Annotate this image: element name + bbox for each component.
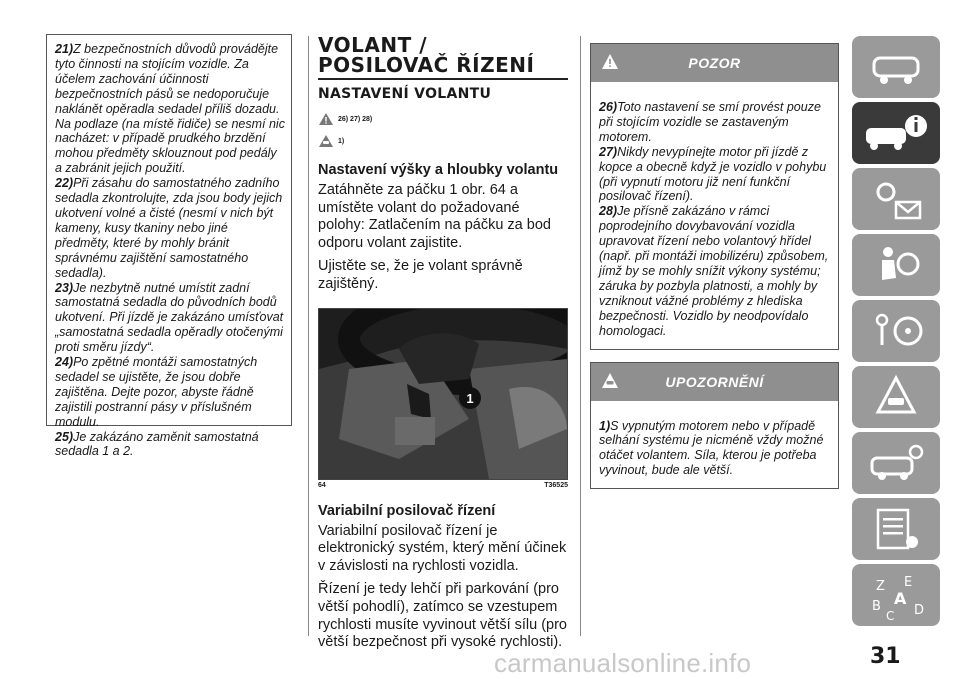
upozorneni-body	[591, 401, 838, 489]
paragraph-power-steering: Variabilní posilovač řízení je elektronický systém, který mění účinek v závislosti na rychlosti vozidla.	[318, 522, 567, 574]
warnings-column	[590, 43, 839, 489]
section-title-line1: VOLANT /	[318, 33, 427, 57]
car-dashboard-icon	[852, 36, 940, 98]
paragraph-steering-adjust: Zatáhněte za páčku 1 obr. 64 a umístěte volant do požadované polohy: Zatlačením na páčku za bod odporu volant zajistite.	[318, 182, 551, 251]
tab-lights-messages[interactable]	[852, 168, 940, 230]
svg-text:1: 1	[466, 390, 474, 406]
pozor-box	[590, 43, 839, 350]
note-22: 22)Při zásahu do samostatného zadního sedadla zkontrolujte, zda jsou body jejich ukotvení volné a čisté (nesmí v nich být kameny, kusy tkaniny nebo jiné předměty, které by mohly bránit správnému zajištění samostatného sedadla).	[55, 176, 283, 280]
car-oil-icon	[318, 134, 334, 148]
figure-code: T36525	[544, 481, 568, 489]
notice-reference	[318, 132, 568, 150]
heading-power-steering: Variabilní posilovač řízení	[318, 502, 496, 519]
car-service-icon	[852, 432, 940, 494]
svg-text:A: A	[894, 589, 907, 608]
warning-triangle-icon	[318, 112, 334, 126]
upozorneni-box	[590, 362, 839, 490]
warning-car-icon	[852, 366, 940, 428]
page-number: 31	[870, 644, 901, 669]
pozor-note-26: 26)Toto nastavení se smí provést pouze při stojícím vozidle se zastaveným motorem.	[599, 100, 821, 144]
section-subtitle: NASTAVENÍ VOLANTU	[318, 86, 492, 102]
car-info-icon	[852, 102, 940, 164]
tab-maintenance[interactable]	[852, 432, 940, 494]
svg-text:Z: Z	[876, 579, 885, 594]
key-steering-icon	[852, 300, 940, 362]
svg-text:D: D	[914, 603, 925, 618]
upozorneni-note-1: 1)S vypnutým motorem nebo v případě selhání systému je nicméně vždy možné otáčet volantem. Síla, kterou je potřeba vyvinout, bude ale větší.	[599, 418, 824, 478]
pozor-note-27: 27)Nikdy nevypínejte motor při jízdě z kopce a obecně když je vozidlo v pohybu (při vypnutí motoru již není funkční posilovač řízení).	[599, 144, 827, 204]
title-underline	[318, 78, 568, 80]
pozor-note-28: 28)Je přísně zakázáno v rámci poprodejního dovybavování vozidla upravovat řízení nebo volantový hřídel (např. při montáži imobilizéru) způsobem, jímž by se mohly snížit výkony systému; záruka by pozbyla platnosti, a mohly by vzniknout vážné problémy z hlediska bezpečnosti. Vozidlo by neodpovídalo homologaci.	[599, 204, 829, 338]
tab-index[interactable]	[852, 564, 940, 626]
checklist-icon	[852, 498, 940, 560]
note-21: 21)Z bezpečnostních důvodů provádějte tyto činnosti na stojícím vozidle. Za účelem zachování účinnosti bezpečnostních pásů se nedoporučuje naklánět opěradla sedadel příliš dozadu. Na podlaze (na místě řidiče) se nesmí nic nacházet: v případě prudkého brzdění mohou předměty sklouznout pod pedály a zabránit jejich použití.	[55, 42, 285, 176]
car-oil-icon	[601, 372, 619, 390]
note-23: 23)Je nezbytně nutné umístit zadní samostatná sedadla do původních bodů ukotvení. Při jízdě je zakázáno umísťovat „samostatná sedadla opěradly otočenými proti směru jízdy“.	[55, 280, 284, 355]
tab-technical-data[interactable]	[852, 498, 940, 560]
section-title-line2: POSILOVAČ ŘÍZENÍ	[318, 53, 535, 77]
tab-car-dashboard[interactable]	[852, 36, 940, 98]
alphabet-index-icon	[852, 564, 940, 626]
warning-reference-numbers: 26) 27) 28)	[338, 115, 373, 123]
tab-car-info[interactable]	[852, 102, 940, 164]
column-divider-right	[580, 36, 581, 636]
svg-text:E: E	[904, 575, 913, 590]
note-25: 25)Je zakázáno zaměnit samostatná sedadla 1 a 2.	[55, 429, 259, 459]
upozorneni-title: UPOZORNĚNÍ	[665, 373, 764, 390]
warning-reference	[318, 110, 568, 128]
notes-box	[46, 34, 292, 459]
column-divider-left	[308, 36, 309, 636]
pozor-header	[591, 44, 838, 82]
figure-caption	[318, 482, 568, 489]
tab-safety[interactable]	[852, 234, 940, 296]
heading-steering-adjust: Nastavení výšky a hloubky volantu	[318, 162, 559, 178]
paragraph-steering-locked: Ujistěte se, že je volant správně zajištěný.	[318, 258, 523, 292]
note-24: 24)Po zpětné montáži samostatných sedadel se ujistěte, že jsou dobře zajištěna. Dejte pozor, abyste řádně zajistili postranní pásy v příslušném modulu.	[55, 355, 258, 429]
paragraph-power-steering-detail: Řízení je tedy lehčí při parkování (pro větší pohodlí), zatímco se vzestupem rychlosti musíte vyvinout větší sílu (pro větší bezpečnost při vysoké rychlosti).	[318, 581, 567, 651]
tab-starting-driving[interactable]	[852, 300, 940, 362]
steering-column-photo	[319, 309, 567, 479]
pozor-body	[591, 82, 838, 349]
warning-triangle-icon	[601, 53, 619, 71]
notice-reference-number: 1)	[338, 137, 345, 145]
figure-number: 64	[318, 481, 326, 489]
airbag-seat-icon	[852, 234, 940, 296]
watermark: carmanualsonline.info	[494, 648, 752, 678]
figure-steering-lever	[318, 308, 568, 480]
main-column	[318, 35, 568, 658]
pozor-title: POZOR	[688, 55, 741, 71]
svg-text:C: C	[886, 609, 895, 623]
svg-text:B: B	[872, 599, 881, 614]
upozorneni-header	[591, 363, 838, 401]
tab-emergency[interactable]	[852, 366, 940, 428]
light-message-icon	[852, 168, 940, 230]
